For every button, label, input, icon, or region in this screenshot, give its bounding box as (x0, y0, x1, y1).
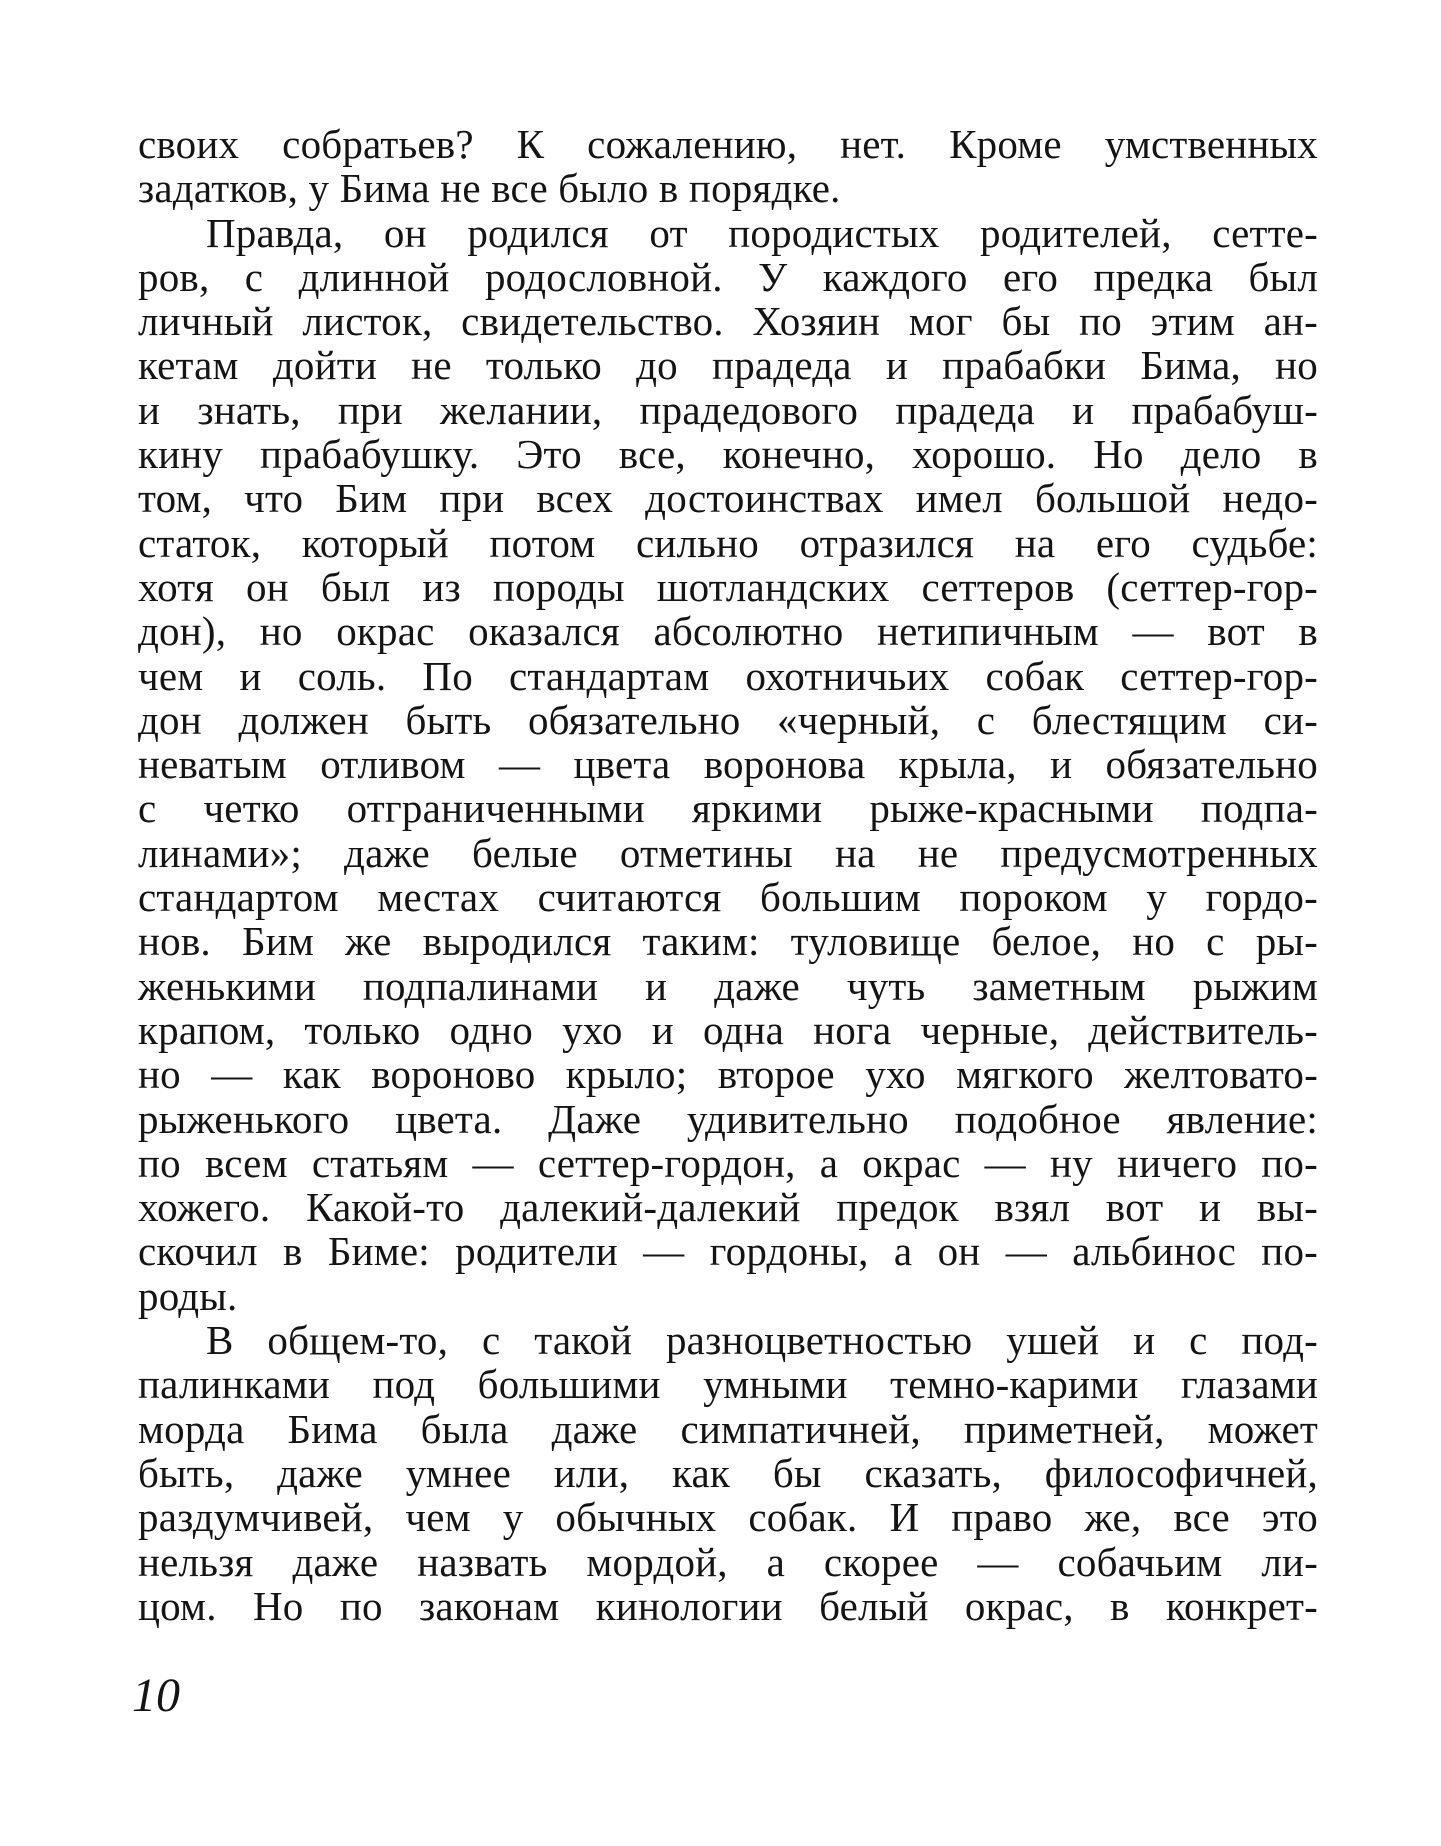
text-line: хожего. Какой-то далекий-далекий предок взял вот и вы- (138, 1184, 1318, 1231)
text-line: нельзя даже назвать мордой, а скорее — собачьим ли- (138, 1538, 1318, 1585)
text-line: скочил в Биме: родители — гордоны, а он — альбинос по- (138, 1228, 1318, 1275)
text-line: цом. Но по законам кинологии белый окрас, в конкрет- (138, 1582, 1318, 1629)
text-line: том, что Бим при всех достоинствах имел большой недо- (138, 475, 1318, 522)
text-line: хотя он был из породы шотландских сеттеров (сеттер-гор- (138, 563, 1318, 610)
page-number: 10 (132, 1669, 180, 1722)
text-line: раздумчивей, чем у обычных собак. И право же, все это (138, 1494, 1318, 1541)
body-text (138, 122, 1318, 1628)
text-line: женькими подпалинами и даже чуть заметным рыжим (138, 962, 1318, 1009)
text-line: роды. (138, 1272, 238, 1319)
text-line: статок, который потом сильно отразился на его судьбе: (138, 519, 1318, 566)
text-line: задатков, у Бима не все было в порядке. (138, 165, 841, 212)
text-line: В общем-то, с такой разноцветностью ушей и с под- (206, 1317, 1318, 1364)
text-line: с четко отграниченными яркими рыже-красными подпа- (138, 785, 1318, 832)
text-line: рыженького цвета. Даже удивительно подобное явление: (138, 1095, 1318, 1142)
text-line: линами»; даже белые отметины на не предусмотренных (138, 829, 1318, 876)
text-line: морда Бима была даже симпатичней, приметней, может (138, 1405, 1318, 1452)
text-line: дон), но окрас оказался абсолютно нетипичным — вот в (138, 608, 1318, 655)
text-line: неватым отливом — цвета воронова крыла, и обязательно (138, 741, 1318, 788)
text-line: ров, с длинной родословной. У каждого его предка был (138, 253, 1318, 300)
text-line: но — как вороново крыло; второе ухо мягкого желтовато- (138, 1051, 1318, 1098)
text-line: кетам дойти не только до прадеда и прабабки Бима, но (138, 342, 1318, 389)
text-line: палинками под большими умными темно-карими глазами (138, 1361, 1318, 1408)
text-line: по всем статьям — сеттер-гордон, а окрас — ну ничего по- (138, 1139, 1318, 1186)
text-line: крапом, только одно ухо и одна нога черные, действитель- (138, 1006, 1318, 1053)
text-line: чем и соль. По стандартам охотничьих собак сеттер-гор- (138, 652, 1318, 699)
text-line: дон должен быть обязательно «черный, с блестящим си- (138, 696, 1318, 743)
text-line: своих собратьев? К сожалению, нет. Кроме умственных (138, 121, 1318, 167)
text-line: быть, даже умнее или, как бы сказать, философичней, (138, 1449, 1318, 1496)
text-line: стандартом местах считаются большим пороком у гордо- (138, 874, 1318, 921)
text-line: кину прабабушку. Это все, конечно, хорошо. Но дело в (138, 431, 1318, 478)
text-line: нов. Бим же выродился таким: туловище белое, но с ры- (138, 918, 1318, 965)
text-line: и знать, при желании, прадедового прадеда и прабабуш- (138, 386, 1318, 433)
text-line: личный листок, свидетельство. Хозяин мог бы по этим ан- (138, 298, 1318, 345)
text-line: Правда, он родился от породистых родителей, сетте- (206, 209, 1318, 256)
